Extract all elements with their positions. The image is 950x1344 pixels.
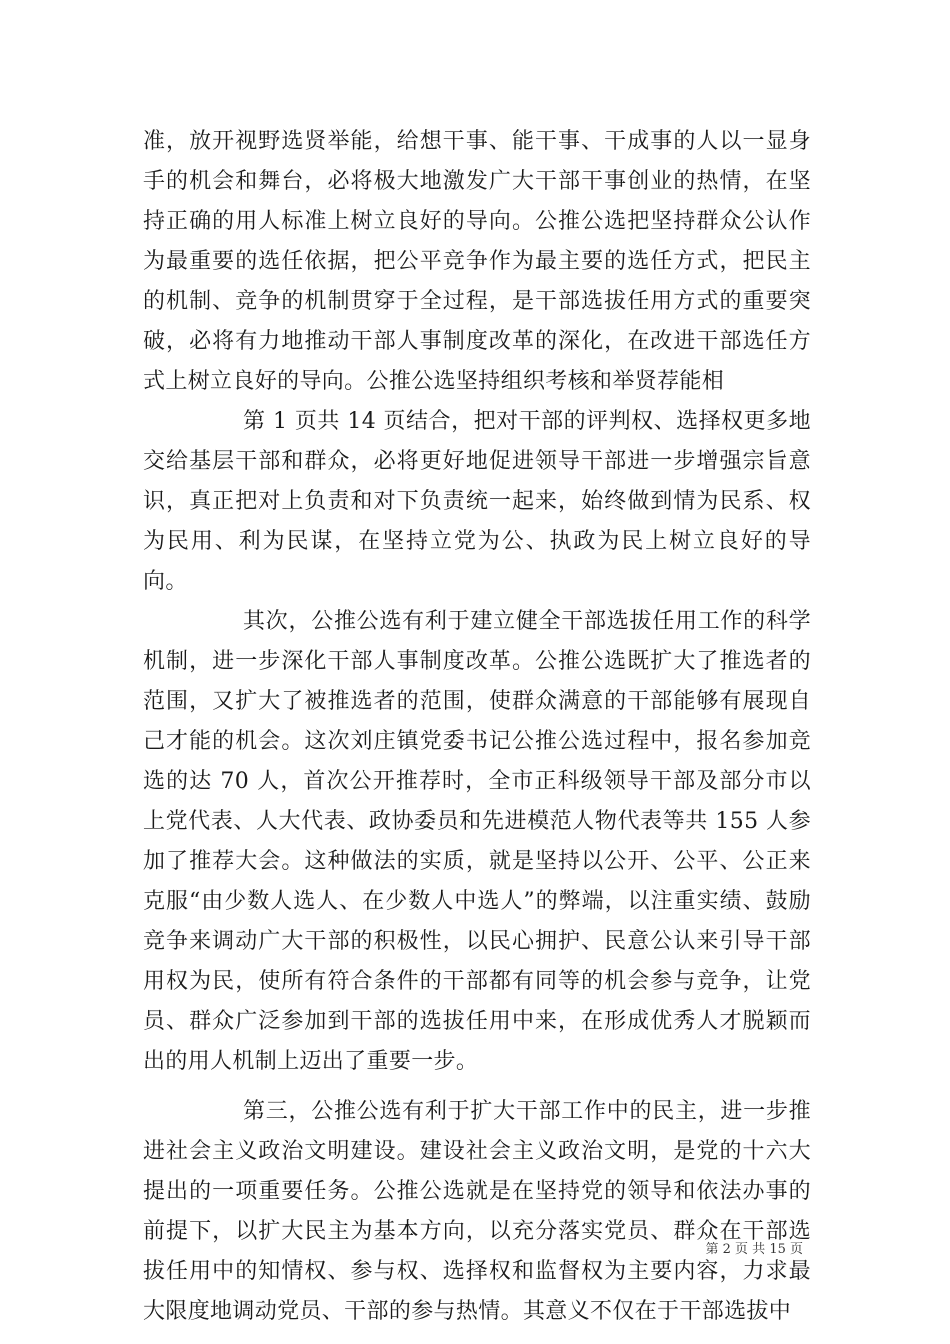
document-body: [143, 122, 811, 1332]
page-number-footer: 第 2 页 共 15 页: [705, 1242, 803, 1257]
paragraph-4: 第三，公推公选有利于扩大干部工作中的民主，进一步推进社会主义政治文明建设。建设社会主义政治文明，是党的十六大提出的一项重要任务。公推公选就是在坚持党的领导和依法办事的前提下，以扩大民主为基本方向，以充分落实党员、群众在干部选拔任用中的知情权、参与权、选择权和监督权为主要内容，力求最大限度地调动党员、干部的参与热情。其意义不仅在于干部选拔中: [143, 1099, 811, 1324]
paragraph-1: 准，放开视野选贤举能，给想干事、能干事、干成事的人以一显身手的机会和舞台，必将极大地激发广大干部干事创业的热情，在坚持正确的用人标准上树立良好的导向。公推公选把坚持群众公认作为最重要的选任依据，把公平竞争作为最主要的选任方式，把民主的机制、竞争的机制贯穿于全过程，是干部选拔任用方式的重要突破，必将有力地推动干部人事制度改革的深化，在改进干部选任方式上树立良好的导向。公推公选坚持组织考核和举贤荐能相: [143, 129, 811, 394]
paragraph-2: 第 1 页共 14 页结合，把对干部的评判权、选择权更多地交给基层干部和群众，必将更好地促进领导干部进一步增强宗旨意识，真正把对上负责和对下负责统一起来，始终做到情为民系、权为民用、利为民谋，在坚持立党为公、执政为民上树立良好的导向。: [143, 409, 811, 594]
paragraph-3: 其次，公推公选有利于建立健全干部选拔任用工作的科学机制，进一步深化干部人事制度改革。公推公选既扩大了推选者的范围，又扩大了被推选者的范围，使群众满意的干部能够有展现自己才能的机会。这次刘庄镇党委书记公推公选过程中，报名参加竞选的达 70 人，首次公开推荐时，全市正科级领导干部及部分市以上党代表、人大代表、政协委员和先进模范人物代表等共 155 人参加了推荐大会。这种做法的实质，就是坚持以公开、公平、公正来克服“由少数人选人、在少数人中选人”的弊端，以注重实绩、鼓励竞争来调动广大干部的积极性，以民心拥护、民意公认来引导干部用权为民，使所有符合条件的干部都有同等的机会参与竞争，让党员、群众广泛参加到干部的选拔任用中来，在形成优秀人才脱颖而出的用人机制上迈出了重要一步。: [143, 609, 811, 1074]
